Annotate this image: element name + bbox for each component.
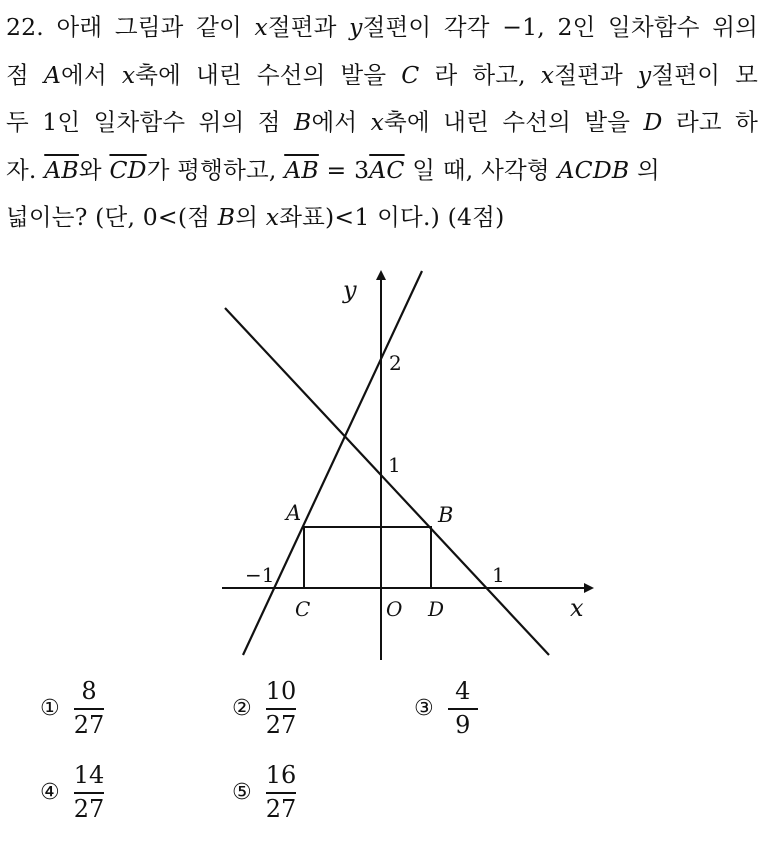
choice-2-denominator: 27 [265,710,297,739]
x-tick-neg-1: −1 [245,563,275,587]
y-axis-label: y [343,276,357,304]
choice-3-numerator: 4 [455,677,471,705]
choice-4-denominator: 27 [73,794,105,823]
choice-4-marker: ④ [40,780,60,806]
fraction-bar [74,708,105,710]
choice-1-marker: ① [40,696,60,722]
choice-5[interactable] [232,762,296,823]
choice-5-marker: ⑤ [232,780,252,806]
fraction-bar [266,708,297,710]
choice-1-denominator: 27 [73,710,105,739]
choice-1-fraction [74,678,105,739]
line4-text-1: 자. [6,155,45,184]
point-b-label: B [438,503,454,527]
segment-ac: $\overline{AC}$ [369,155,405,184]
fraction-bar [448,708,478,710]
problem-line-1: 22. 아래 그림과 같이 𝑥절편과 𝑦절편이 각각 −1, 2인 일차함수 위의 [6,13,758,41]
x-axis-label: x [570,594,584,622]
segment-cd: $\overline{CD}$ [109,155,147,184]
point-a-label: A [286,501,302,525]
choice-3-marker: ③ [414,696,434,722]
point-d-label: D [428,597,445,621]
choice-2-numerator: 10 [265,677,297,705]
point-c-label: C [295,597,311,621]
problem-line-3: 두 1인 일차함수 위의 점 𝐵에서 𝑥축에 내린 수선의 발을 𝐷 라고 하 [6,108,758,136]
origin-label: O [386,597,403,621]
choice-2-fraction [266,678,297,739]
line4-text-2: 와 [78,155,110,184]
choice-3-fraction [448,678,478,739]
choice-1[interactable] [40,678,104,739]
line4-text-3: 가 평행하고, [146,155,285,184]
problem-line-2: 점 𝐴에서 𝑥축에 내린 수선의 발을 𝐶 라 하고, 𝑥절편과 𝑦절편이 모 [6,60,758,89]
choice-5-fraction [266,762,297,823]
choice-4-fraction [74,762,105,823]
line4-text-4: = 3 [318,155,370,184]
problem-line-5: 넓이는? (단, 0<(점 𝐵의 𝑥좌표)<1 이다.) (4점) [6,203,505,231]
y-tick-1: 1 [388,453,401,477]
rectangle-acdb [304,527,431,588]
line4-text-5: 일 때, 사각형 𝐴𝐶𝐷𝐵 의 [404,155,660,184]
choice-5-denominator: 27 [265,794,297,823]
y-tick-2: 2 [389,351,402,375]
choice-5-numerator: 16 [265,761,297,789]
choice-4-numerator: 14 [73,761,105,789]
x-tick-1: 1 [492,563,505,587]
fraction-bar [74,792,105,794]
fraction-bar [266,792,297,794]
choice-2-marker: ② [232,696,252,722]
choice-1-numerator: 8 [81,677,97,705]
choice-4[interactable] [40,762,104,823]
segment-ab-2: $\overline{AB}$ [284,155,319,184]
choice-3[interactable] [414,678,478,739]
choice-3-denominator: 9 [455,710,471,739]
segment-ab: $\overline{AB}$ [44,155,79,184]
choice-2[interactable] [232,678,296,739]
